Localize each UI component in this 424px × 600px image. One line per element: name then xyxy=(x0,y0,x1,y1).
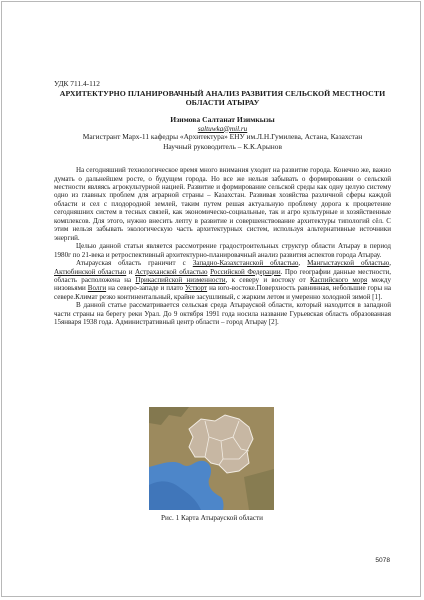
page-number: 5078 xyxy=(375,557,390,564)
author-email-link[interactable]: saltuwka@mil.ru xyxy=(197,124,248,133)
figure-caption: Рис. 1 Карта Атырауской области xyxy=(160,514,264,522)
text-run: , xyxy=(389,259,391,268)
link-west-kazakhstan-region[interactable]: Западно-Казахстанской областью xyxy=(192,259,299,268)
scientific-advisor: Научный руководитель – К.К.Арынов xyxy=(163,142,282,152)
udk-code: УДК 711.4-112 xyxy=(54,79,100,88)
text-run: между низовьями xyxy=(54,276,392,293)
paragraph-geography xyxy=(54,259,391,301)
link-volga[interactable]: Волги xyxy=(87,284,107,293)
atyrau-region-map xyxy=(149,407,274,510)
paragraph-intro: На сегодняшний технологическое время много внимания уходит на развитие города. Конечно же, важно думать о дальнейшем росте, о будущем города. Но все же нельзя забывать о формировании о сельской местности являясь агрокультурной нацией. Развитие и формирование сельской среды как одну целую систему одно из главных проблем для аграрной страны – Казахстан. Развивая хозяйства различной сферы каждой области и сел с плодородной землей, таким путем решая актуальную проблему дорога к процветение сегодняшних систем в тесных связей, как экономическо-социальные, так и агро культурные и хозяйственные комплексов. Для этого, нужно внесить лепту в развитие и совершенствование архитектуры типологий сёл. С этим нельзя забывать экологическую часть архитектурных систем, используя альтернативные источники энергий. xyxy=(54,166,391,242)
link-mangystau-region[interactable]: Мангыстауской областью xyxy=(307,259,390,268)
map-figure xyxy=(149,407,274,510)
paragraph-region-history: В данной статье рассматривается сельская среда Атырауской области, который находится в западной части страны на берегу реки Урал. До 9 октября 1991 года носила название Гурьевская область образованная 15января 1938 года. Административный центр области – город Атырау [2]. xyxy=(54,301,391,327)
text-run: и xyxy=(126,267,136,276)
paper-page xyxy=(1,1,421,597)
text-run: , к северу и востоку от xyxy=(225,276,310,284)
author-affiliation: Магистрант Марх-11 кафедры «Архитектура» ЕНУ им.Л.Н.Гумилева, Астана, Казахстан xyxy=(82,131,363,141)
article-title: АРХИТЕКТУРНО ПЛАНИРОВАЧНЫЙ АНАЛИЗ РАЗВИТИЯ СЕЛЬСКОЙ МЕСТНОСТИ ОБЛАСТИ АТЫРАУ xyxy=(59,88,386,107)
link-caspian-sea[interactable]: Каспийского моря xyxy=(309,276,368,284)
link-ustyurt[interactable]: Устюрт xyxy=(184,284,208,293)
link-caspian-depression[interactable]: Прикаспийской низменности xyxy=(135,276,226,284)
paragraph-purpose: Целью данной статьи является рассмотрение градостроительных структур области Атырау в период 1980г по 21-века и ретроспективный архитектурно-планировачный анализ развития аспектов города Атырау. xyxy=(54,242,391,259)
text-run: на юго-востоке.Поверхность равнинная, небольшие горы на севере.Климат резко континентальный, крайне засушливый, с жарким летом и умеренно холодной зимой [1]. xyxy=(54,284,391,301)
text-run: , xyxy=(298,259,308,268)
text-run: . Про географии данные местности, область расположена на xyxy=(54,267,392,284)
text-run: на северо-западе и плато xyxy=(106,284,185,293)
link-russian-federation[interactable]: Российской Федерации xyxy=(210,267,281,276)
link-aktobe-region[interactable]: Актюбинской областью xyxy=(54,267,127,276)
article-body xyxy=(54,80,391,327)
link-astrakhan-region[interactable]: Астраханской областью xyxy=(135,267,208,276)
author-name: Изимова Салтанат Изимкызы xyxy=(170,114,275,124)
text-run: Атырауская область граничит с xyxy=(76,259,193,268)
